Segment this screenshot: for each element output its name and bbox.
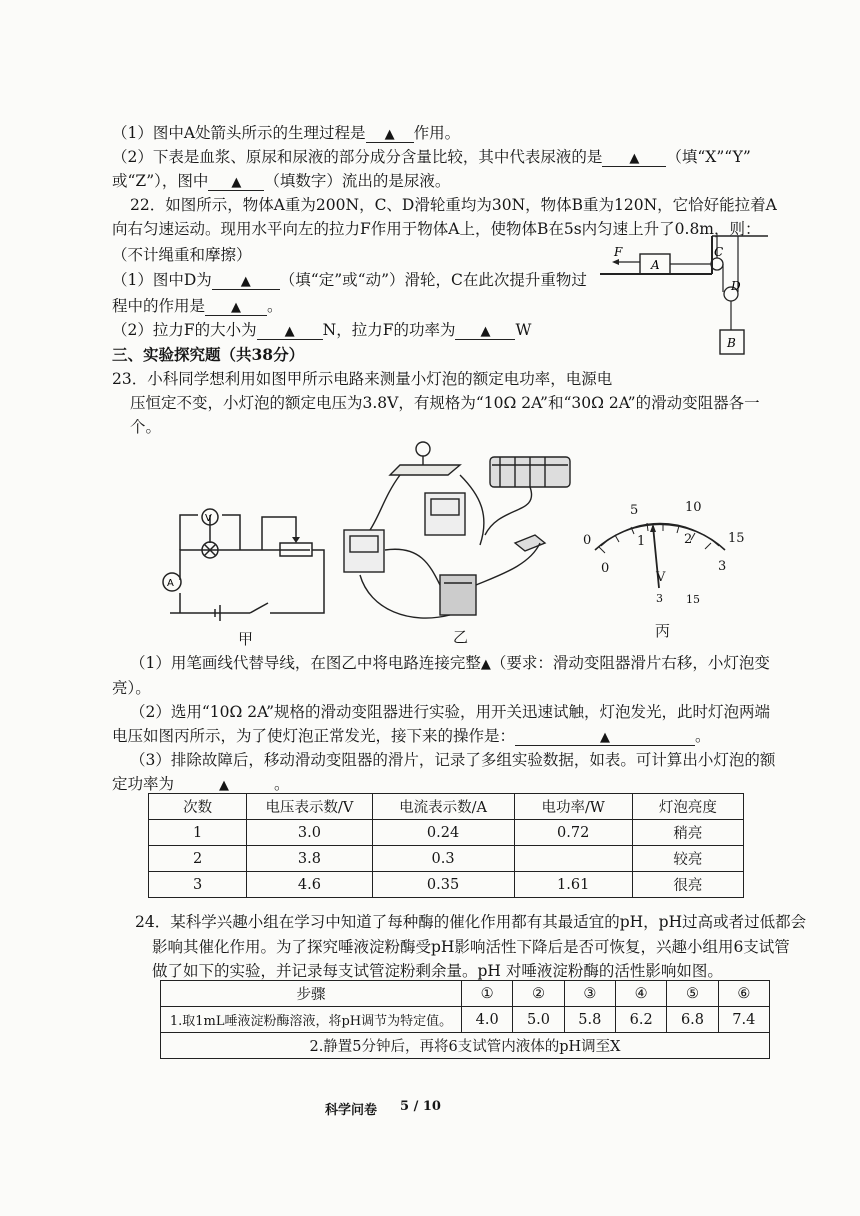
answer-blank[interactable]: ▲ xyxy=(257,322,323,340)
q22-line4: （1）图中D为 ▲ （填“定”或“动”）滑轮，C在此次提升重物过 xyxy=(112,271,587,289)
q23-line2: 压恒定不变，小灯泡的额定电压为3.8V，有规格为“10Ω 2A”和“30Ω 2A”的滑动变阻器各一 xyxy=(130,394,760,412)
table-header: 步骤 xyxy=(161,981,462,1007)
table-cell: 4.6 xyxy=(247,872,372,898)
label-jia: 甲 xyxy=(238,630,254,648)
table-cell: 5.0 xyxy=(513,1007,564,1033)
tube-label: ③ xyxy=(564,981,615,1007)
q23-p1: （1）用笔画线代替导线，在图乙中将电路连接完整▲（要求：滑动变阻器滑片右移，小灯泡变 xyxy=(130,654,770,672)
table-header: 电压表示数/V xyxy=(247,794,372,820)
table-cell: 稍亮 xyxy=(632,820,743,846)
q23-p1-line2: 亮）。 xyxy=(112,679,151,697)
table-cell: 4.0 xyxy=(462,1007,513,1033)
circuit-diagram-jia xyxy=(150,505,335,625)
table-cell: 6.2 xyxy=(615,1007,666,1033)
q21-line1: （1）图中A处箭头所示的生理过程是 ▲ 作用。 xyxy=(112,124,461,142)
q24-steps-table xyxy=(160,980,770,1059)
label-yi: 乙 xyxy=(453,628,469,646)
table-header: 次数 xyxy=(149,794,247,820)
table-header: 电流表示数/A xyxy=(372,794,514,820)
dial-tick-0-bottom: 0 xyxy=(601,561,610,576)
table-cell: 较亮 xyxy=(632,846,743,872)
dial-tick-3: 3 xyxy=(718,559,727,574)
dial-tick-0-top: 0 xyxy=(583,533,592,548)
table-cell: 7.4 xyxy=(718,1007,769,1033)
q22-line3: （不计绳重和摩擦） xyxy=(112,246,252,264)
dial-tick-1: 1 xyxy=(637,534,646,549)
dial-tick-5: 5 xyxy=(630,503,639,518)
q23-p2-line1: （2）选用“10Ω 2A”规格的滑动变阻器进行实验，用开关迅速试触，灯泡发光，此时灯泡两端 xyxy=(130,703,770,721)
table-row xyxy=(149,820,744,846)
table-header: 灯泡亮度 xyxy=(632,794,743,820)
answer-blank[interactable]: ▲ xyxy=(212,272,280,290)
table-row xyxy=(149,872,744,898)
tube-label: ⑥ xyxy=(718,981,769,1007)
terminal-15: 15 xyxy=(686,593,700,606)
table-row xyxy=(161,1007,770,1033)
label-bing: 丙 xyxy=(655,622,671,640)
table-cell: 5.8 xyxy=(564,1007,615,1033)
terminal-3: 3 xyxy=(656,592,663,605)
table-cell: 1.取1mL唾液淀粉酶溶液，将pH调节为特定值。 xyxy=(161,1007,462,1033)
force-f-label: F xyxy=(614,245,623,259)
table-cell: 0.24 xyxy=(372,820,514,846)
tube-label: ④ xyxy=(615,981,666,1007)
dial-tick-15: 15 xyxy=(728,531,745,546)
dial-tick-10: 10 xyxy=(685,500,702,515)
answer-blank[interactable]: ▲ xyxy=(455,322,515,340)
table-row xyxy=(149,846,744,872)
page-number: 5 / 10 xyxy=(400,1099,441,1114)
q24-line3: 做了如下的实验，并记录每支试管淀粉剩余量。pH 对唾液淀粉酶的活性影响如图。 xyxy=(152,962,723,980)
table-header-row xyxy=(149,794,744,820)
answer-blank[interactable]: ▲ xyxy=(174,776,274,794)
table-cell: 3 xyxy=(149,872,247,898)
q22-line1: 22．如图所示，物体A重为200N，C、D滑轮重均为30N，物体B重为120N，它恰好能拉着A xyxy=(130,196,777,214)
table-cell: 0.3 xyxy=(372,846,514,872)
pulley-d-label: D xyxy=(731,279,741,293)
q23-p2-line2: 电压如图丙所示，为了使灯泡正常发光，接下来的操作是： ▲ 。 xyxy=(112,727,711,745)
table-cell: 1.61 xyxy=(514,872,632,898)
q21-line3: 或“Z”），图中 ▲ （填数字）流出的是尿液。 xyxy=(112,172,451,190)
table-cell: 6.8 xyxy=(667,1007,718,1033)
pulley-figure xyxy=(600,232,775,367)
answer-blank[interactable]: ▲ xyxy=(602,149,666,167)
answer-mark[interactable]: ▲ xyxy=(480,657,491,672)
answer-blank[interactable]: ▲ xyxy=(366,125,414,143)
q23-data-table xyxy=(148,793,744,898)
table-cell: 3.8 xyxy=(247,846,372,872)
tube-label: ① xyxy=(462,981,513,1007)
q23-line3: 个。 xyxy=(130,418,162,436)
q24-line1: 24．某科学兴趣小组在学习中知道了每种酶的催化作用都有其最适宜的pH，pH过高或者过低都会 xyxy=(135,913,807,931)
footer-title: 科学问卷 xyxy=(325,1103,378,1118)
voltmeter-symbol: V xyxy=(205,513,212,524)
q22-line2: 向右匀速运动。现用水平向左的拉力F作用于物体A上，使物体B在5s内匀速上升了0.8m，则： xyxy=(112,220,761,238)
tube-label: ⑤ xyxy=(667,981,718,1007)
q24-line2: 影响其催化作用。为了探究唾液淀粉酶受pH影响活性下降后是否可恢复，兴趣小组用6支试管 xyxy=(152,938,790,956)
table-cell: 2 xyxy=(149,846,247,872)
block-b-label: B xyxy=(727,336,736,350)
circuit-photo-yi xyxy=(340,435,585,630)
table-cell: 0.72 xyxy=(514,820,632,846)
answer-blank[interactable]: ▲ xyxy=(515,728,695,746)
q23-line1: 23．小科同学想利用如图甲所示电路来测量小灯泡的额定电功率，电源电 xyxy=(112,370,613,388)
dial-tick-2: 2 xyxy=(684,532,693,547)
table-header: 电功率/W xyxy=(514,794,632,820)
q22-line5: 程中的作用是 ▲ 。 xyxy=(112,297,283,315)
table-row xyxy=(161,1033,770,1059)
tube-label: ② xyxy=(513,981,564,1007)
table-cell: 1 xyxy=(149,820,247,846)
pulley-c-label: C xyxy=(714,245,724,259)
table-cell: 0.35 xyxy=(372,872,514,898)
q21-line2: （2）下表是血浆、原尿和尿液的部分成分含量比较，其中代表尿液的是 ▲ （填“X”“Y” xyxy=(112,148,751,166)
table-cell: 很亮 xyxy=(632,872,743,898)
table-cell xyxy=(514,846,632,872)
table-cell: 3.0 xyxy=(247,820,372,846)
table-cell: 2.静置5分钟后，再将6支试管内液体的pH调至X xyxy=(161,1033,770,1059)
dial-unit-v: V xyxy=(656,570,666,585)
answer-blank[interactable]: ▲ xyxy=(208,173,264,191)
q22-line6: （2）拉力F的大小为 ▲ N，拉力F的功率为 ▲ W xyxy=(112,321,532,339)
answer-blank[interactable]: ▲ xyxy=(205,298,267,316)
q23-p3-line1: （3）排除故障后，移动滑动变阻器的滑片，记录了多组实验数据，如表。可计算出小灯泡的额 xyxy=(130,751,776,769)
table-header-row xyxy=(161,981,770,1007)
block-a-label: A xyxy=(651,258,660,272)
ammeter-symbol: A xyxy=(167,578,174,589)
section-title: 三、实验探究题（共38分） xyxy=(112,345,305,364)
q23-p3-line2: 定功率为 ▲ 。 xyxy=(112,775,290,793)
